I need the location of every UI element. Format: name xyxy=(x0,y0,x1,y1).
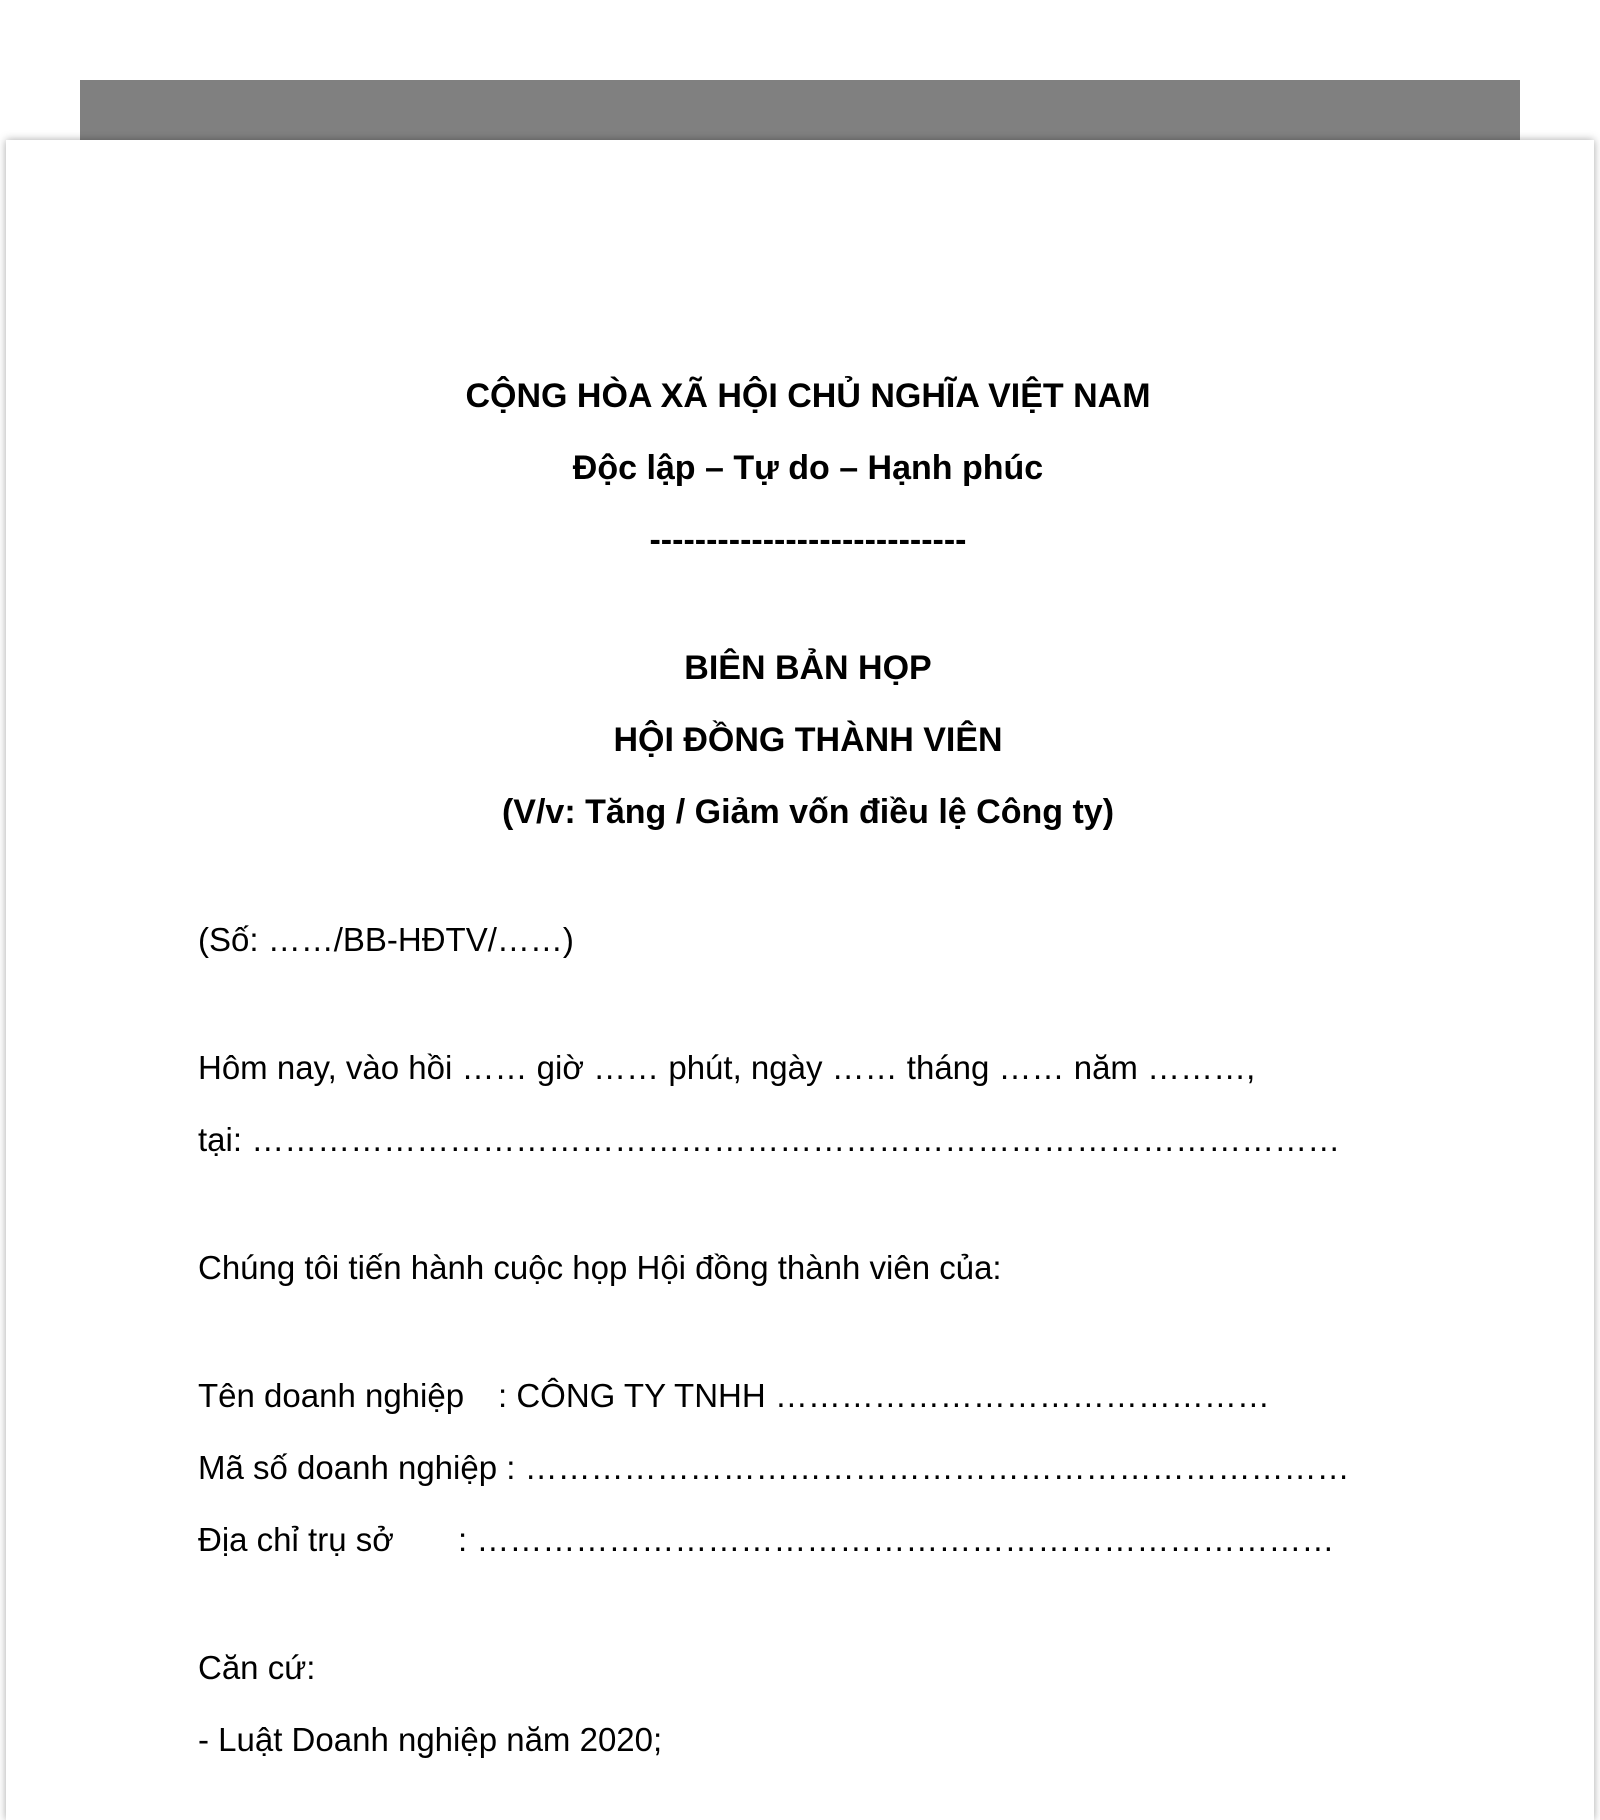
company-address-row xyxy=(198,1504,1418,1576)
company-address-label: Địa chỉ trụ sở xyxy=(198,1521,394,1558)
basis-item: - Luật Doanh nghiệp năm 2020; xyxy=(198,1721,663,1758)
company-name-row xyxy=(198,1360,1418,1432)
heading-divider: ---------------------------- xyxy=(649,521,967,559)
spacer xyxy=(198,976,1418,1032)
basis-heading: Căn cứ: xyxy=(198,1649,316,1686)
company-name-label: Tên doanh nghiệp xyxy=(198,1377,465,1414)
document-number: (Số: ……/BB-HĐTV/……) xyxy=(198,921,574,958)
company-name-value: : CÔNG TY TNHH ……………………………………… xyxy=(498,1377,1270,1414)
meeting-time: Hôm nay, vào hồi …… giờ …… phút, ngày …… tháng …… năm ………, xyxy=(198,1049,1256,1086)
document-subject: (V/v: Tăng / Giảm vốn điều lệ Công ty) xyxy=(501,793,1115,831)
motto: Độc lập – Tự do – Hạnh phúc xyxy=(572,449,1044,487)
company-code-row xyxy=(198,1432,1418,1504)
document-subtitle: HỘI ĐỒNG THÀNH VIÊN xyxy=(613,721,1003,759)
company-address-value: : …………………………………………………………………… xyxy=(458,1521,1335,1558)
nation-heading: CỘNG HÒA XÃ HỘI CHỦ NGHĨA VIỆT NAM xyxy=(465,377,1151,415)
document-title: BIÊN BẢN HỌP xyxy=(684,649,932,687)
meeting-place: tại: ……………………………………………………………………………………… xyxy=(198,1121,1341,1158)
spacer xyxy=(198,576,1418,632)
company-code-value: : ………………………………………………………………… xyxy=(506,1449,1350,1486)
document-page xyxy=(6,140,1594,1820)
spacer xyxy=(198,1576,1418,1632)
spacer xyxy=(198,1304,1418,1360)
spacer xyxy=(198,1176,1418,1232)
spacer xyxy=(198,848,1418,904)
meeting-intro: Chúng tôi tiến hành cuộc họp Hội đồng thành viên của: xyxy=(198,1249,1002,1286)
company-code-label: Mã số doanh nghiệp xyxy=(198,1449,498,1486)
document-content xyxy=(198,360,1418,1776)
